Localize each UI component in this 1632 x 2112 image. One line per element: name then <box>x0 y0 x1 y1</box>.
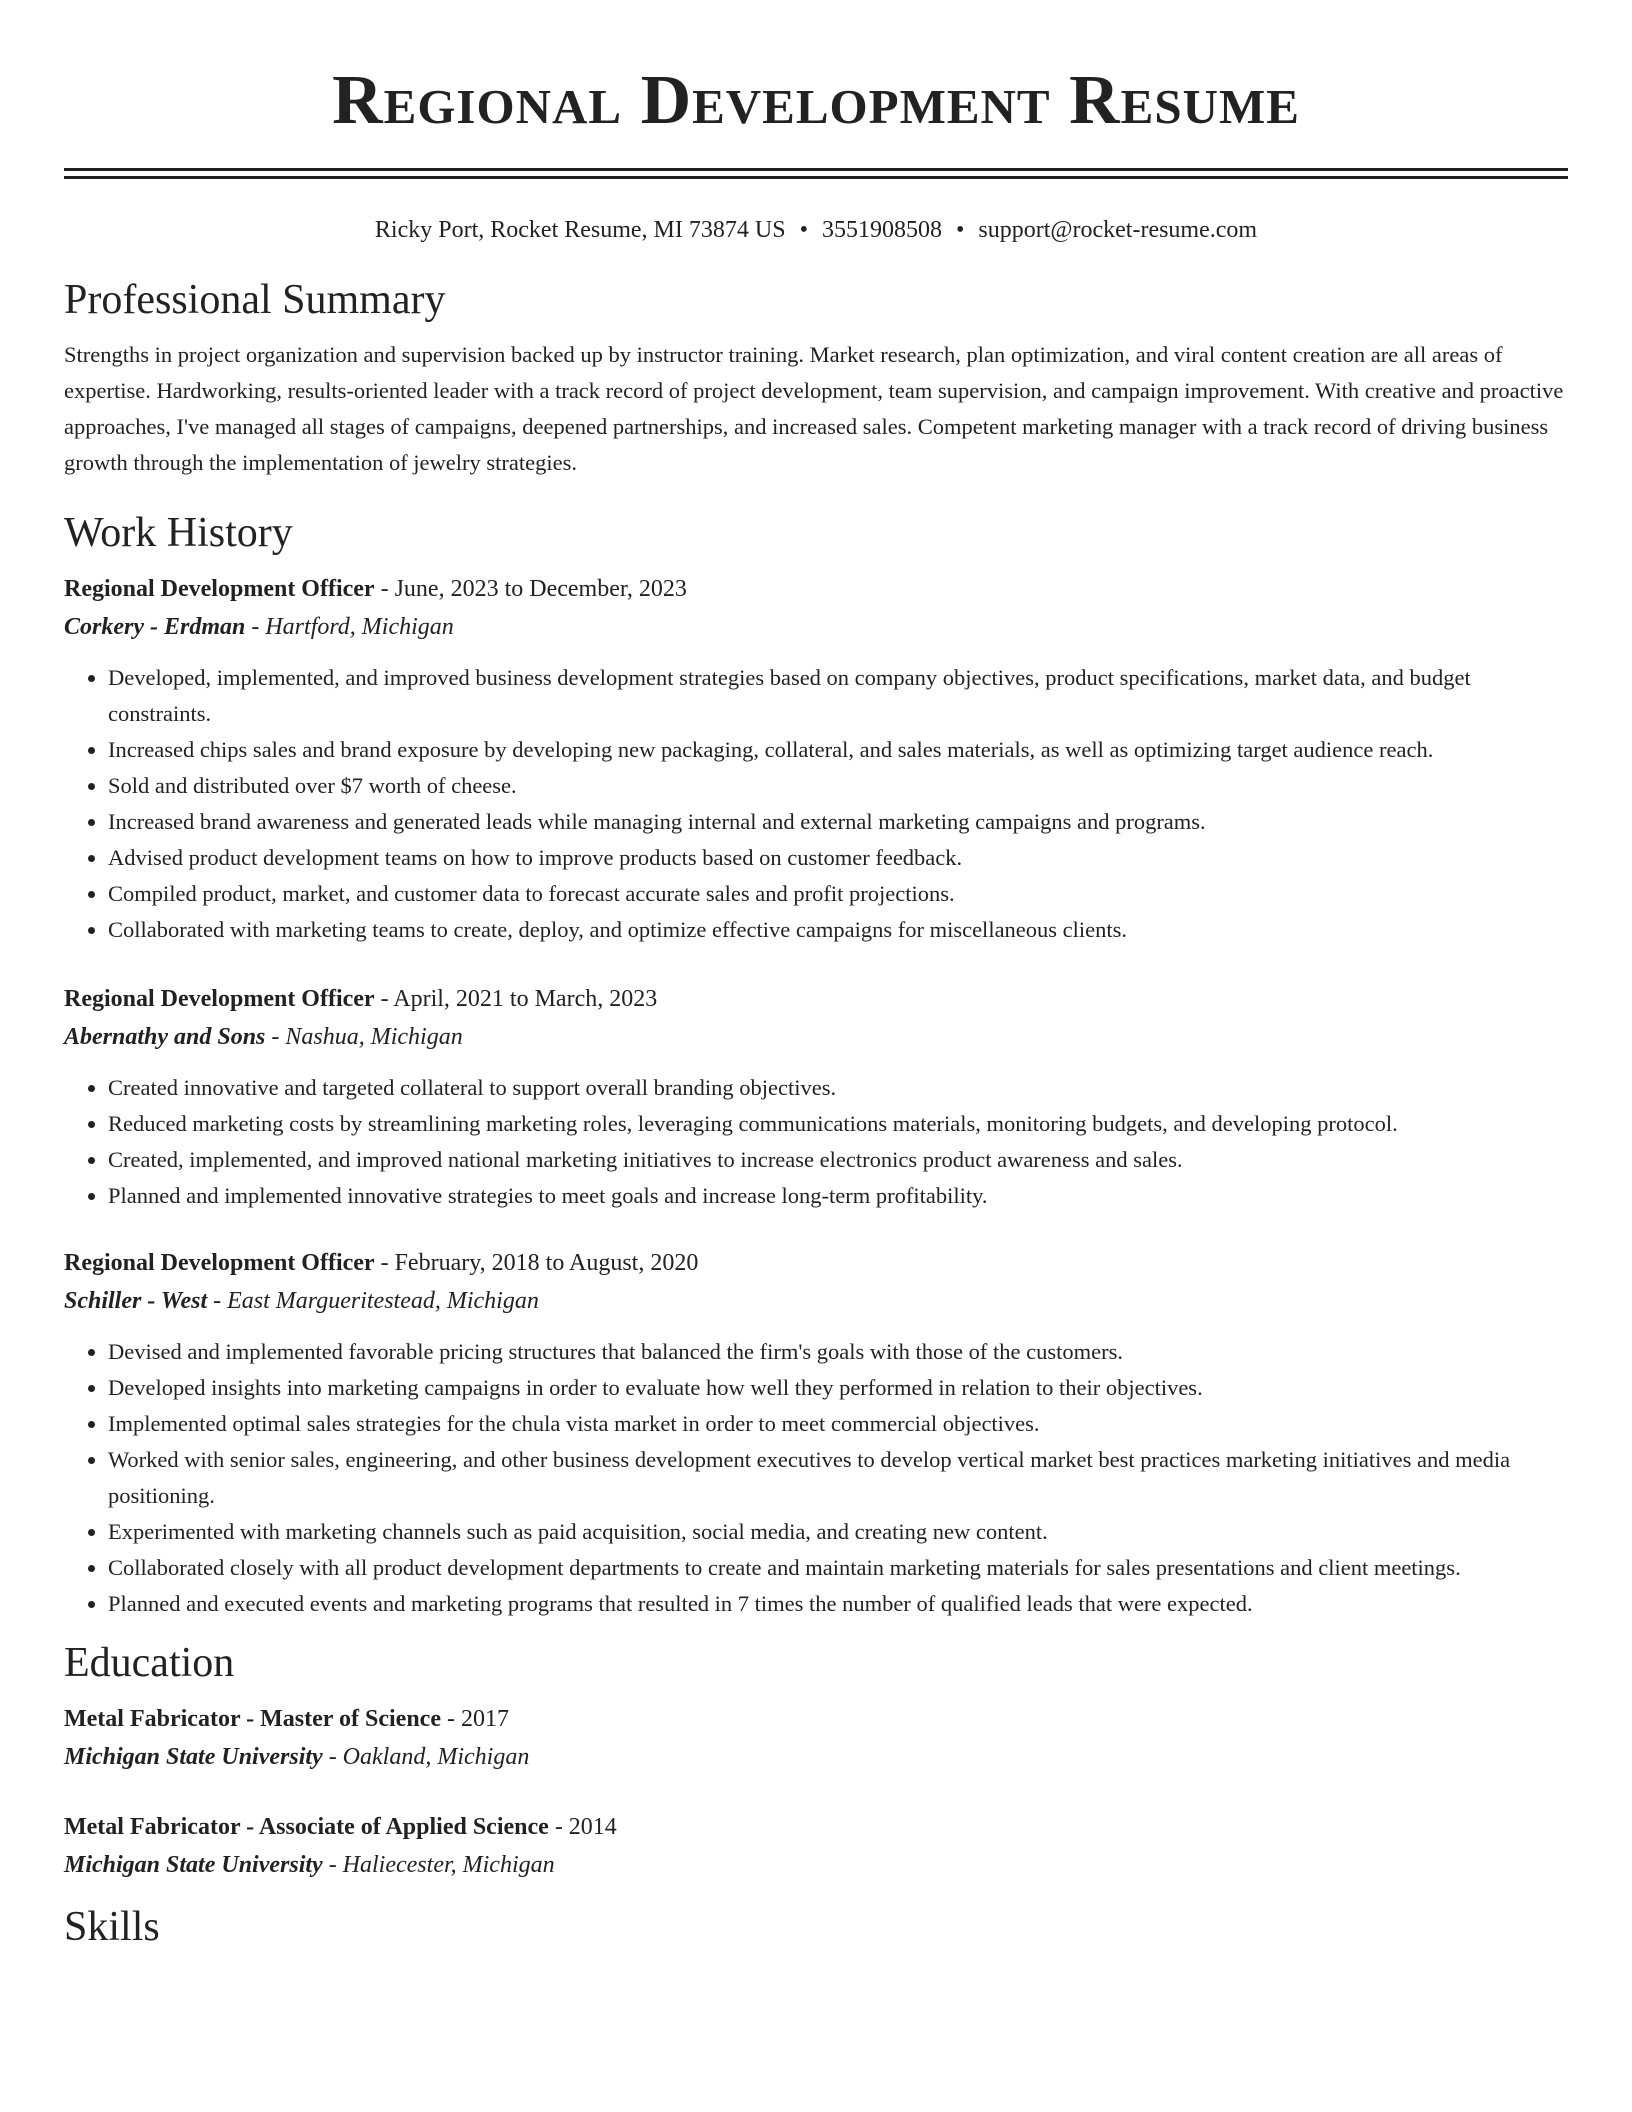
job-bullet: • Implemented optimal sales strategies for the chula vista market in order to meet commercial objectives. <box>108 1406 1568 1442</box>
job-bullet: • Developed, implemented, and improved business development strategies based on company objectives, product specifications, market data, and budget constraints. <box>108 660 1568 732</box>
job-company: Corkery - Erdman <box>64 614 246 640</box>
education-degree: Metal Fabricator - Associate of Applied Science <box>64 1814 549 1840</box>
education-location: - Oakland, Michigan <box>322 1744 530 1770</box>
job-location: - Nashua, Michigan <box>265 1024 463 1050</box>
job-company-line <box>64 608 1568 646</box>
contact-phone: 3551908508 <box>821 217 942 243</box>
education-school-line <box>64 1846 1568 1884</box>
education-degree-line <box>64 1808 1568 1846</box>
contact-line <box>64 215 1568 245</box>
job-bullet: • Sold and distributed over $7 worth of cheese. <box>108 768 1568 804</box>
job-bullet: • Collaborated with marketing teams to create, deploy, and optimize effective campaigns for miscellaneous clients. <box>108 912 1568 948</box>
job-bullet: • Worked with senior sales, engineering, and other business development executives to develop vertical market best practices marketing initiatives and media positioning. <box>108 1442 1568 1514</box>
education-year: - 2017 <box>440 1706 509 1732</box>
job-entry <box>64 570 1568 948</box>
job-company-line <box>64 1282 1568 1320</box>
job-bullet: • Advised product development teams on how to improve products based on customer feedback. <box>108 840 1568 876</box>
job-bullet: • Created, implemented, and improved national marketing initiatives to increase electronics product awareness and sales. <box>108 1142 1568 1178</box>
education-location: - Haliecester, Michigan <box>322 1852 555 1878</box>
job-bullet: • Developed insights into marketing campaigns in order to evaluate how well they performed in relation to their objectives. <box>108 1370 1568 1406</box>
education-school: Michigan State University <box>64 1744 323 1770</box>
job-dates: - June, 2023 to December, 2023 <box>374 576 687 602</box>
job-location: - East Margueritestead, Michigan <box>207 1288 539 1314</box>
resume-title: Regional Development Resume <box>332 62 1300 139</box>
job-bullet: • Increased chips sales and brand exposure by developing new packaging, collateral, and sales materials, as well as optimizing target audience reach. <box>108 732 1568 768</box>
job-title-line <box>64 980 1568 1018</box>
education-heading: Education <box>64 1640 235 1686</box>
skills-heading: Skills <box>64 1904 160 1950</box>
job-bullets <box>64 1070 1568 1214</box>
job-role: Regional Development Officer <box>64 576 375 602</box>
education-degree-line <box>64 1700 1568 1738</box>
contact-email: support@rocket-resume.com <box>978 217 1258 243</box>
job-title-line <box>64 570 1568 608</box>
job-bullet: • Devised and implemented favorable pricing structures that balanced the firm's goals with those of the customers. <box>108 1334 1568 1370</box>
job-company: Abernathy and Sons <box>64 1024 266 1050</box>
job-title-line <box>64 1244 1568 1282</box>
contact-address: Ricky Port, Rocket Resume, MI 73874 US <box>374 217 786 243</box>
education-entry <box>64 1808 1568 1884</box>
job-bullet: • Experimented with marketing channels such as paid acquisition, social media, and creating new content. <box>108 1514 1568 1550</box>
contact-separator: • <box>955 217 965 243</box>
job-entry <box>64 1244 1568 1622</box>
summary-text: Strengths in project organization and supervision backed up by instructor training. Market research, plan optimization, and viral content creation are all areas of expertise. Hardworking, results-oriented leader with a track record of project development, team supervision, and campaign improvement. With creative and proactive approaches, I've managed all stages of campaigns, deepened partnerships, and increased sales. Competent marketing manager with a track record of driving business growth through the implementation of jewelry strategies. <box>64 342 1564 475</box>
job-role: Regional Development Officer <box>64 986 375 1012</box>
job-bullet: • Collaborated closely with all product development departments to create and maintain marketing materials for sales presentations and client meetings. <box>108 1550 1568 1586</box>
title-double-rule <box>64 168 1568 179</box>
summary-heading: Professional Summary <box>64 277 446 323</box>
job-company-line <box>64 1018 1568 1056</box>
contact-separator: • <box>799 217 808 243</box>
job-bullet: • Created innovative and targeted collateral to support overall branding objectives. <box>108 1070 1568 1106</box>
job-bullet: • Increased brand awareness and generated leads while managing internal and external marketing campaigns and programs. <box>108 804 1568 840</box>
education-year: - 2014 <box>548 1814 617 1840</box>
education-school-line <box>64 1738 1568 1776</box>
education-school: Michigan State University <box>64 1852 323 1878</box>
job-role: Regional Development Officer <box>64 1250 375 1276</box>
education-degree: Metal Fabricator - Master of Science <box>64 1706 441 1732</box>
job-dates: - February, 2018 to August, 2020 <box>374 1250 699 1276</box>
job-location: - Hartford, Michigan <box>245 614 454 640</box>
job-bullet: • Compiled product, market, and customer data to forecast accurate sales and profit projections. <box>108 876 1568 912</box>
job-dates: - April, 2021 to March, 2023 <box>374 986 658 1012</box>
job-bullet: • Planned and implemented innovative strategies to meet goals and increase long-term profitability. <box>108 1178 1568 1214</box>
work-history-heading: Work History <box>64 510 293 556</box>
job-company: Schiller - West <box>64 1288 208 1314</box>
job-bullet: • Planned and executed events and marketing programs that resulted in 7 times the number of qualified leads that were expected. <box>108 1586 1568 1622</box>
education-entry <box>64 1700 1568 1776</box>
job-entry <box>64 980 1568 1214</box>
job-bullet: • Reduced marketing costs by streamlining marketing roles, leveraging communications materials, monitoring budgets, and developing protocol. <box>108 1106 1568 1142</box>
job-bullets <box>64 660 1568 948</box>
job-bullets <box>64 1334 1568 1622</box>
